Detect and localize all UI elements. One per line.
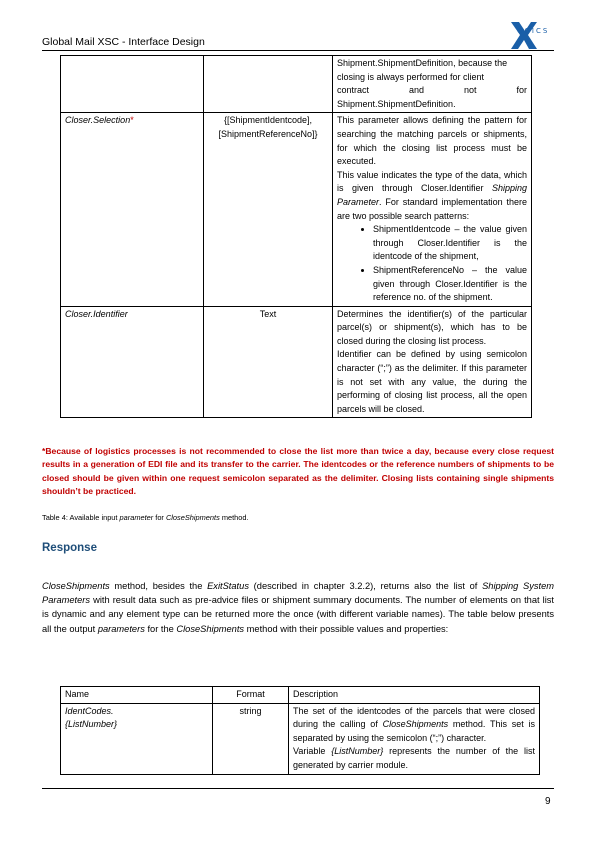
table-cell-description: Shipment.ShipmentDefinition, because the closing is always performed for client contract and not for Shipment.ShipmentDefinition. [333,56,532,113]
xlogics-logo [493,18,557,52]
page-number: 9 [545,796,551,807]
table-cell-description: The set of the identcodes of the parcels that were closed during the calling of CloseShipments method. This set is separated by using the semicolon (“;”) character. Variable {ListNumber} represents the number of the list generated by carrier module. [289,703,540,774]
table-cell-name [61,56,204,113]
table-cell-name: Closer.Selection* [61,113,204,306]
logo-wordmark: OGICS [517,27,550,35]
header-divider [42,50,554,51]
table-row [61,703,540,774]
footer-divider [42,788,554,789]
column-header-format: Format [213,687,289,704]
section-heading: Response [42,542,97,554]
table-cell-format: {[ShipmentIdentcode], [ShipmentReferenceNo]} [204,113,333,306]
table-row [61,113,532,306]
table-row [61,56,532,113]
required-mark: * [130,115,134,126]
column-header-description: Description [289,687,540,704]
table-cell-name: Closer.Identifier [61,306,204,418]
justified-line: contract and not for [337,85,527,96]
list-item: • ShipmentIdentcode – the value given through Closer.Identifier is the identcode of the shipment, [373,223,527,264]
table-row [61,306,532,418]
table-header-row [61,687,540,704]
table-cell-format: Text [204,306,333,418]
table-cell-name: IdentCodes. {ListNumber} [61,703,213,774]
response-paragraph: CloseShipments method, besides the ExitStatus (described in chapter 3.2.2), returns also the list of Shipping System Parameters with result data such as pre-advice files or shipment summary documents. The number of elements on that list is dynamic and any element type can be returned more the once (with different variable names). The table below presents all the output parameters for the CloseShipments method with their possible values and properties: [42,581,554,634]
document-header-title: Global Mail XSC - Interface Design [42,36,205,48]
table-caption: Table 4: Available input parameter for CloseShipments method. [42,513,249,522]
table-cell-format: string [213,703,289,774]
table-cell-description: Determines the identifier(s) of the particular parcel(s) or shipment(s), which has to be closed during the closing list process. Identifier can be defined by using semicolon character (“;”) as the delimiter. If this parameter is not set with any value, the during the performing of closing list process, all the open parcels will be closed. [333,306,532,418]
output-parameters-table [60,686,540,775]
list-item: • ShipmentReferenceNo – the value given through Closer.Identifier is the reference no. of the shipment. [373,264,527,305]
column-header-name: Name [61,687,213,704]
warning-note: *Because of logistics processes is not recommended to close the list more than twice a day, because every close request results in a generation of EDI file and its transfer to the carrier. The identcodes or the reference numbers of shipments to be closed should be given within one request semicolon separated as the delimiter. Closing lists containing single shipments shouldn’t be practiced. [42,446,554,497]
search-pattern-list [337,223,527,305]
table-cell-description: This parameter allows defining the pattern for searching the matching parcels or shipments, for which the closing list process must be executed. This value indicates the type of the data, which is given through Closer.Identifier Shipping Parameter. For standard implementation there are two possible search patterns: • ShipmentIdentcode – the value given through Closer.Identifier is the identcode of the shipment, • ShipmentReferenceNo – the value given through Closer.Identifier is the reference no. of the shipment. [333,113,532,306]
table-cell-format [204,56,333,113]
input-parameters-table [60,55,532,418]
